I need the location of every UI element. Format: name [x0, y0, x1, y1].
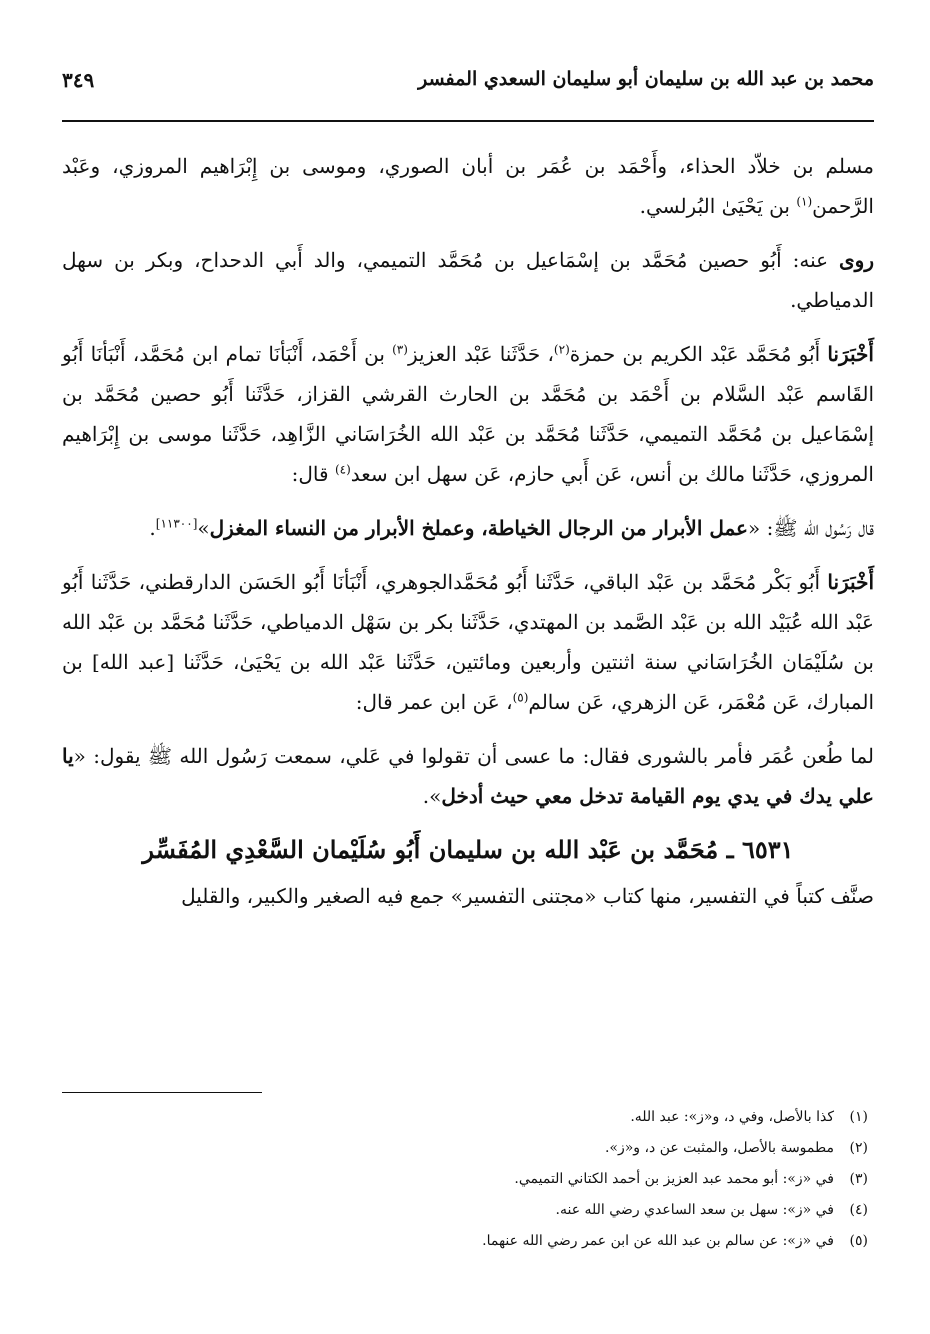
running-header — [62, 68, 874, 108]
footnote-text: في «ز»: أبو محمد عبد العزيز بن أحمد الكتاني التميمي. — [514, 1171, 834, 1187]
footnote-number: (٥) — [849, 1233, 868, 1249]
lead-word: أَخْبَرَنا — [827, 342, 874, 366]
footnote-text: مطموسة بالأصل، والمثبت عن د، و«ز». — [604, 1140, 834, 1156]
header-title: محمد بن عبد الله بن سليمان أبو سليمان السعدي المفسر — [418, 68, 874, 90]
paragraph-3 — [62, 334, 874, 494]
text: قال: — [291, 462, 335, 486]
text: قال رَسُول الله ﷺ: « — [747, 516, 874, 540]
footnote-rule — [62, 1092, 262, 1093]
book-page — [62, 68, 874, 1288]
footnote-ref-5: (٥) — [512, 690, 529, 705]
hadith-text: يا علي يدك في يدي يوم القيامة تدخل معي حيث أدخل — [62, 744, 874, 808]
footnote-text: كذا بالأصل، وفي د، و«ز»: عبد الله. — [630, 1109, 834, 1125]
header-rule — [62, 120, 874, 122]
hadith-1 — [62, 508, 874, 548]
footnote-ref-3: (٣) — [392, 342, 408, 357]
footnote-item — [62, 1226, 868, 1257]
text: أَبُو مُحَمَّد عَبْد الكريم بن حمزة — [569, 342, 828, 366]
hadith-text: عمل الأبرار من الرجال الخياطة، وعملخ الأبرار من النساء المغزل — [209, 516, 748, 540]
page-number: ٣٤٩ — [62, 68, 95, 92]
footnote-number: (٤) — [849, 1202, 868, 1218]
footnote-ref-4: (٤) — [334, 462, 351, 477]
paragraph-5 — [62, 562, 874, 722]
lead-word: روى — [839, 248, 875, 272]
entry-heading: ٦٥٣١ ـ مُحَمَّد بن عَبْد الله بن سليمان أَبُو سُلَيْمان السَّعْدِي المُفَسِّر — [142, 835, 794, 864]
footnote-number: (١) — [849, 1109, 868, 1125]
text: لما طُعن عُمَر فأمر بالشورى فقال: ما عسى أن تقولوا في عَلي، سمعت رَسُول الله ﷺ يقول: « — [73, 744, 874, 768]
footnote-item — [62, 1195, 868, 1226]
text: ، حَدَّثَنا عَبْد العزيز — [407, 342, 554, 366]
footnote-ref-2: (٢) — [553, 342, 570, 357]
footnote-item — [62, 1164, 868, 1195]
text: مسلم بن خلاّد الحذاء، وأَحْمَد بن عُمَر بن أبان الصوري، وموسى بن إِبْرَاهيم المروزي، وعَبْد الرَّحمن — [62, 154, 874, 218]
footnote-number: (٣) — [849, 1171, 868, 1187]
hadith-2 — [62, 736, 874, 816]
footnote-number: (٢) — [849, 1140, 868, 1156]
text: » — [197, 516, 210, 540]
footnotes — [62, 1102, 868, 1257]
text: . — [149, 516, 156, 540]
footnote-text: في «ز»: عن سالم بن عبد الله عن ابن عمر رضي الله عنهما. — [482, 1233, 834, 1249]
paragraph-7: صنَّف كتباً في التفسير، منها كتاب «مجتنى التفسير» جمع فيه الصغير والكبير، والقليل — [181, 884, 874, 908]
text: بن يَحْيَىٰ البُرلسي. — [639, 194, 797, 218]
text: ، عَن ابن عمر قال: — [355, 690, 513, 714]
hadith-number: [١١٣٠٠] — [155, 516, 198, 531]
text: بن أَحْمَد، أَنْبَأنَا تمام ابن مُحَمَّد، أَنْبَأنَا أَبُو القَاسم عَبْد السَّلام بن أَحْمَد بن مُحَمَّد بن الحارث القرشي القزاز، حَدَّثَنا أَبُو حصين مُحَمَّد بن إسْمَاعيل بن مُحَمَّد التميمي، حَدَّثَنا مُحَمَّد بن عَبْد الله الخُرَاسَاني الزَّاهِد، حَدَّثَنا موسى بن إِبْرَاهيم المروزي، حَدَّثَنا مالك بن أنس، عَن أَبي حازم، عَن سهل ابن سعد — [62, 342, 875, 486]
paragraph-1 — [62, 146, 874, 226]
text: ». — [422, 784, 442, 808]
text: أَبُو بَكْر مُحَمَّد بن عَبْد الباقي، حَدَّثَنا أَبُو مُحَمَّدالجوهري، أَنْبَأنَا أَبُو الحَسَن الدارقطني، حَدَّثَنا أَبُو عَبْد الله عُبَيْد الله بن عَبْد الصَّمد بن المهتدي، حَدَّثَنا بكر بن سَهْل الدمياطي، حَدَّثَنا مُحَمَّد بن عَبْد الله بن سُلَيْمَان الخُرَاسَاني سنة اثنتين وأربعين ومائتين، حَدَّثَنا عَبْد الله بن يَحْيَىٰ، حَدَّثَنا [عبد الله] بن المبارك، عَن مُعْمَر، عَن الزهري، عَن سالم — [62, 570, 874, 714]
lead-word: أَخْبَرَنا — [827, 570, 874, 594]
footnote-text: في «ز»: سهل بن سعد الساعدي رضي الله عنه. — [555, 1202, 834, 1218]
main-text — [62, 146, 874, 930]
text: عنه: أَبُو حصين مُحَمَّد بن إسْمَاعيل بن مُحَمَّد التميمي، والد أَبي الدحداح، وبكر بن سهل الدمياطي. — [62, 248, 874, 312]
footnote-ref-1: (١) — [796, 194, 813, 209]
footnote-item — [62, 1133, 868, 1164]
paragraph-2 — [62, 240, 874, 320]
footnote-item — [62, 1102, 868, 1133]
